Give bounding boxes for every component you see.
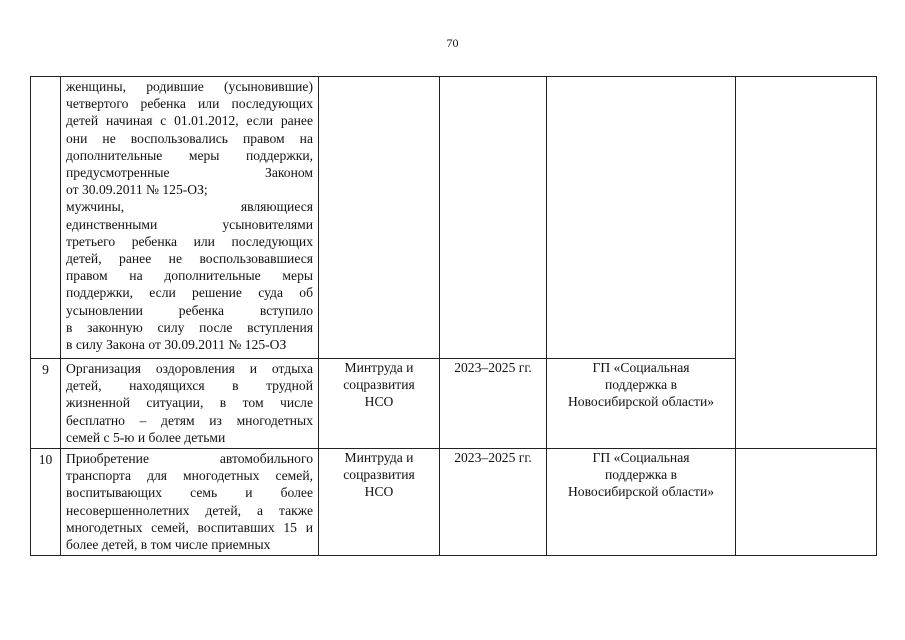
table-row: [31, 449, 877, 556]
program-cell: [547, 449, 736, 556]
desc-line: многодетных семей, воспитавших 15 и: [66, 519, 313, 535]
desc-line: мужчины, являющиеся: [66, 199, 313, 215]
program-line: ГП «Социальная: [592, 450, 690, 466]
desc-line: Приобретение автомобильного: [66, 451, 313, 467]
desc-line: они не воспользовались правом на: [66, 130, 313, 146]
desc-line: более детей, в том числе приемных: [66, 537, 271, 553]
measure-description: [61, 359, 319, 449]
executor-line: соцразвития: [343, 467, 415, 483]
program-cell: [547, 77, 736, 359]
desc-line: усыновлении ребенка вступило: [66, 302, 313, 318]
desc-line: единственными усыновителями: [66, 216, 313, 232]
executor-line: Минтруда и: [344, 450, 414, 466]
executor-line: Минтруда и: [344, 360, 414, 375]
desc-line: в силу Закона от 30.09.2011 № 125-ОЗ: [66, 337, 287, 353]
desc-line: транспорта для многодетных семей,: [66, 468, 313, 484]
program-line: поддержка в: [605, 467, 677, 483]
measure-description: [61, 77, 319, 359]
notes-cell: [736, 77, 877, 449]
executor-cell: [319, 77, 440, 359]
desc-line: Организация оздоровления и отдыха: [66, 361, 313, 376]
desc-line: несовершеннолетних детей, а также: [66, 502, 313, 518]
desc-line: бесплатно – детям из многодетных: [66, 412, 313, 428]
desc-line: жизненной ситуации, в том числе: [66, 395, 313, 411]
desc-line: третьего ребенка или последующих: [66, 233, 313, 249]
program-line: Новосибирской области»: [567, 484, 715, 500]
desc-line: предусмотренные Законом: [66, 165, 313, 181]
desc-line: четвертого ребенка или последующих: [66, 96, 313, 112]
program-line: ГП «Социальная: [592, 360, 690, 375]
executor-line: НСО: [364, 484, 394, 500]
desc-line: правом на дополнительные меры: [66, 268, 313, 284]
desc-line: дополнительные меры поддержки,: [66, 147, 313, 163]
desc-line: женщины, родившие (усыновившие): [66, 79, 313, 94]
years-cell: [440, 77, 547, 359]
desc-line: семей с 5-ю и более детьми: [66, 429, 226, 445]
executor-cell: [319, 449, 440, 556]
desc-line: детей, находящихся в трудной: [66, 378, 313, 394]
desc-line: воспитывающих семь и более: [66, 485, 313, 501]
measure-description: [61, 449, 319, 556]
years-cell: 2023–2025 гг.: [440, 359, 547, 449]
row-number: [31, 77, 61, 359]
measures-table: [30, 76, 877, 556]
executor-cell: [319, 359, 440, 449]
notes-cell: [736, 449, 877, 556]
row-number: 9: [31, 359, 61, 449]
program-line: Новосибирской области»: [567, 394, 715, 410]
program-cell: [547, 359, 736, 449]
executor-line: НСО: [364, 394, 394, 410]
program-line: поддержка в: [605, 377, 677, 393]
row-number: 10: [31, 449, 61, 556]
desc-line: от 30.09.2011 № 125-ОЗ;: [66, 182, 208, 198]
executor-line: соцразвития: [343, 377, 415, 393]
desc-line: поддержки, если решение суда об: [66, 285, 313, 301]
desc-line: в законную силу после вступления: [66, 319, 313, 335]
page-number: 70: [446, 36, 459, 50]
table-row: [31, 77, 877, 359]
desc-line: детей начиная с 01.01.2012, если ранее: [66, 113, 313, 129]
desc-line: детей, ранее не воспользовавшиеся: [66, 251, 313, 267]
years-cell: 2023–2025 гг.: [440, 449, 547, 556]
